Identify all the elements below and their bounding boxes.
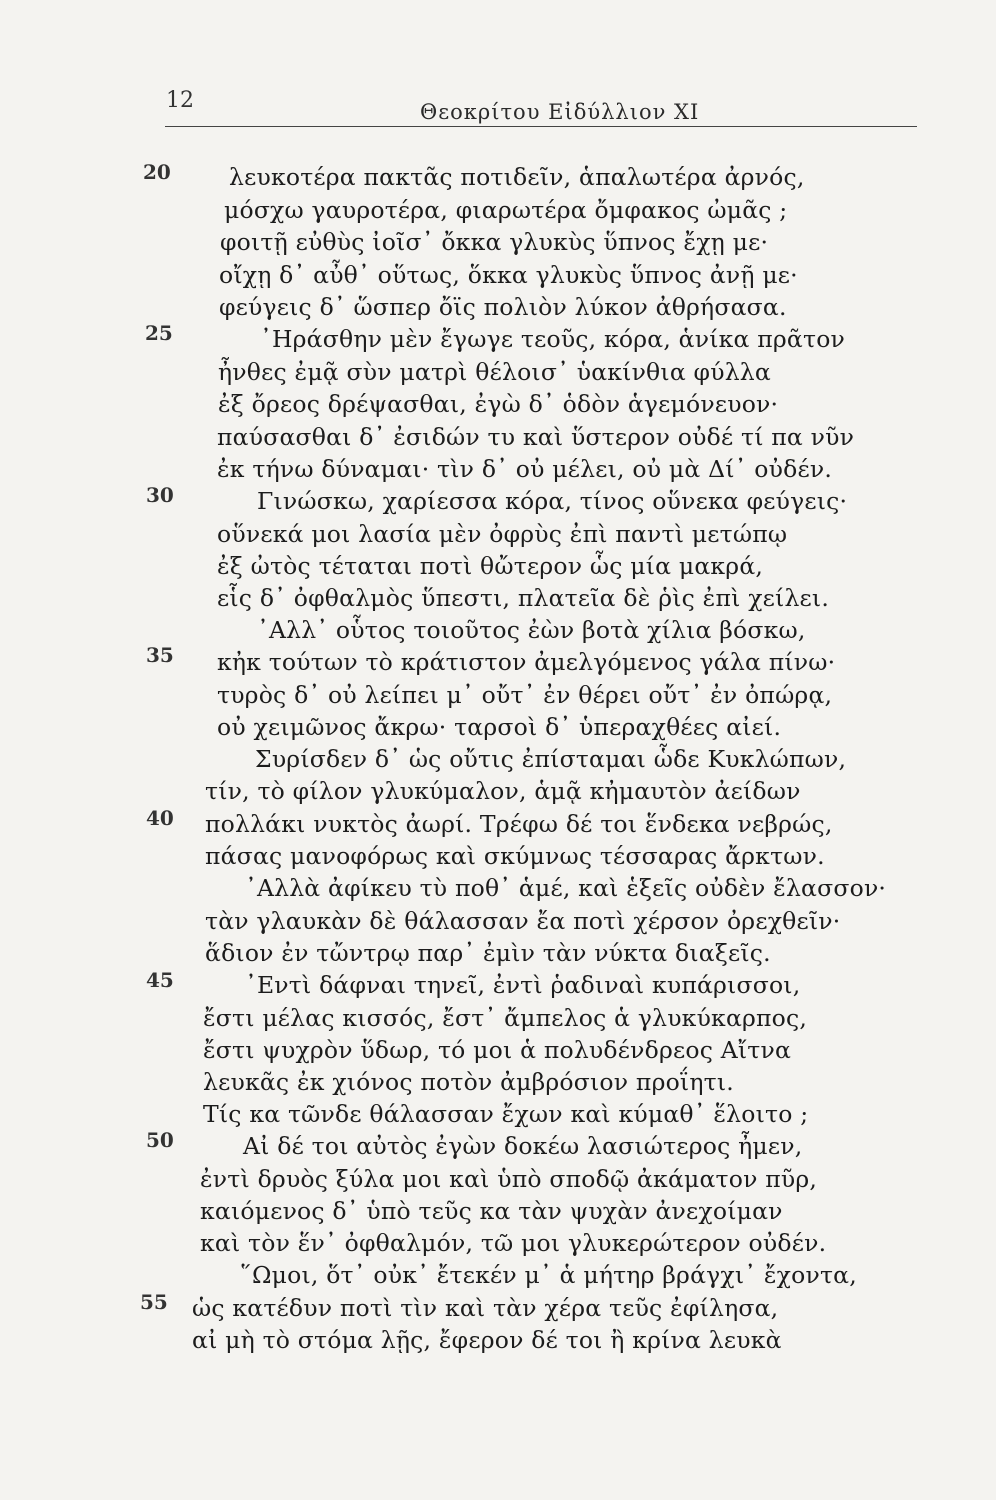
line-number: 20 — [143, 160, 171, 184]
verse-line: Αἰ δέ τοι αὐτὸς ἐγὼν δοκέω λασιώτερος ἦμεν, — [243, 1132, 803, 1160]
verse-line: ἐξ ὄρεος δρέψασθαι, ἐγὼ δ᾽ ὁδὸν ἁγεμόνευον· — [218, 390, 779, 418]
verse-line: ὡς κατέδυν ποτὶ τὶν καὶ τὰν χέρα τεῦς ἐφίλησα, — [192, 1294, 779, 1322]
verse-line: ἐκ τήνω δύναμαι· τὶν δ᾽ οὐ μέλει, οὐ μὰ Δί᾽ οὐδέν. — [217, 455, 832, 483]
verse-line: τὰν γλαυκὰν δὲ θάλασσαν ἔα ποτὶ χέρσον ὀρεχθεῖν· — [205, 907, 841, 935]
verse-line: αἰ μὴ τὸ στόμα λῇς, ἔφερον δέ τοι ἢ κρίνα λευκὰ — [192, 1326, 782, 1354]
verse-line: φοιτῇ εὐθὺς ἰοῖσ᾽ ὄκκα γλυκὺς ὕπνος ἔχῃ με· — [220, 228, 769, 256]
verse-line: Τίς κα τῶνδε θάλασσαν ἔχων καὶ κύμαθ᾽ ἕλοιτο ; — [203, 1100, 809, 1128]
verse-line: Συρίσδεν δ᾽ ὡς οὔτις ἐπίσταμαι ὧδε Κυκλώπων, — [255, 745, 847, 773]
verse-line: ᾽Εντὶ δάφναι τηνεῖ, ἐντὶ ῥαδιναὶ κυπάρισσοι, — [245, 971, 801, 999]
verse-line: καὶ τὸν ἕν᾽ ὀφθαλμόν, τῶ μοι γλυκερώτερον οὐδέν. — [200, 1229, 827, 1257]
line-number: 25 — [145, 321, 173, 345]
verse-line: καιόμενος δ᾽ ὑπὸ τεῦς κα τὰν ψυχὰν ἀνεχοίμαν — [200, 1197, 783, 1225]
verse-line: φεύγεις δ᾽ ὥσπερ ὄϊς πολιὸν λύκον ἀθρήσασα. — [219, 293, 787, 321]
verse-line: πολλάκι νυκτὸς ἀωρί. Τρέφω δέ τοι ἕνδεκα νεβρώς, — [205, 810, 833, 838]
verse-line: κἠκ τούτων τὸ κράτιστον ἀμελγόμενος γάλα πίνω· — [217, 648, 836, 676]
verse-line: τυρὸς δ᾽ οὐ λείπει μ᾽ οὔτ᾽ ἐν θέρει οὔτ᾽ ἐν ὀπώρᾳ, — [217, 681, 833, 709]
verse-line: Γινώσκω, χαρίεσσα κόρα, τίνος οὕνεκα φεύγεις· — [257, 487, 848, 515]
running-head: Θεοκρίτου Εἰδύλλιον XI — [420, 100, 700, 124]
verse-line: οἴχῃ δ᾽ αὖθ᾽ οὕτως, ὅκκα γλυκὺς ὕπνος ἀνῇ με· — [219, 261, 798, 289]
line-number: 50 — [146, 1128, 174, 1152]
verse-line: λευκοτέρα πακτᾶς ποτιδεῖν, ἁπαλωτέρα ἀρνός, — [229, 163, 805, 191]
verse-line: ἔστι μέλας κισσός, ἔστ᾽ ἄμπελος ἁ γλυκύκαρπος, — [203, 1004, 808, 1032]
verse-line: ἐντὶ δρυὸς ξύλα μοι καὶ ὑπὸ σποδῷ ἀκάματον πῦρ, — [200, 1165, 818, 1193]
verse-line: ᾽Ηράσθην μὲν ἔγωγε τεοῦς, κόρα, ἁνίκα πρᾶτον — [260, 325, 846, 353]
verse-line: ἦνθες ἐμᾷ σὺν ματρὶ θέλοισ᾽ ὑακίνθια φύλλα — [218, 358, 771, 386]
page-number: 12 — [166, 88, 194, 113]
verse-line: ᾽Αλλὰ ἀφίκευ τὺ ποθ᾽ ἁμέ, καὶ ἑξεῖς οὐδὲν ἔλασσον· — [245, 874, 887, 902]
line-number: 35 — [146, 643, 174, 667]
line-number: 40 — [146, 806, 174, 830]
verse-line: λευκᾶς ἐκ χιόνος ποτὸν ἀμβρόσιον προΐητι. — [203, 1068, 734, 1096]
verse-line: πάσας μανοφόρως καὶ σκύμνως τέσσαρας ἄρκτων. — [205, 842, 825, 870]
verse-line: παύσασθαι δ᾽ ἐσιδών τυ καὶ ὕστερον οὐδέ τί πα νῦν — [217, 423, 855, 451]
verse-line: ἐξ ὠτὸς τέταται ποτὶ θὤτερον ὧς μία μακρά, — [217, 552, 764, 580]
verse-line: ῞Ωμοι, ὅτ᾽ οὐκ᾽ ἔτεκέν μ᾽ ἁ μήτηρ βράγχι᾽ ἔχοντα, — [240, 1261, 857, 1289]
line-number: 45 — [146, 968, 174, 992]
verse-line: οὐ χειμῶνος ἄκρω· ταρσοὶ δ᾽ ὑπεραχθέες αἰεί. — [217, 713, 782, 741]
verse-line: ᾽Αλλ᾽ οὗτος τοιοῦτος ἐὼν βοτὰ χίλια βόσκω, — [257, 616, 806, 644]
verse-line: ἔστι ψυχρὸν ὕδωρ, τό μοι ἁ πολυδένδρεος Αἴτνα — [203, 1036, 792, 1064]
verse-line: τίν, τὸ φίλον γλυκύμαλον, ἁμᾷ κἠμαυτὸν ἀείδων — [205, 777, 801, 805]
verse-line: εἷς δ᾽ ὀφθαλμὸς ὕπεστι, πλατεῖα δὲ ῥὶς ἐπὶ χείλει. — [217, 584, 830, 612]
verse-line: ἅδιον ἐν τὤντρῳ παρ᾽ ἐμὶν τὰν νύκτα διαξεῖς. — [205, 939, 771, 967]
line-number: 30 — [146, 483, 174, 507]
verse-line: οὕνεκά μοι λασία μὲν ὀφρὺς ἐπὶ παντὶ μετώπῳ — [217, 520, 788, 548]
line-number: 55 — [140, 1290, 168, 1314]
verse-line: μόσχω γαυροτέρα, φιαρωτέρα ὄμφακος ὠμᾶς ; — [224, 196, 788, 224]
